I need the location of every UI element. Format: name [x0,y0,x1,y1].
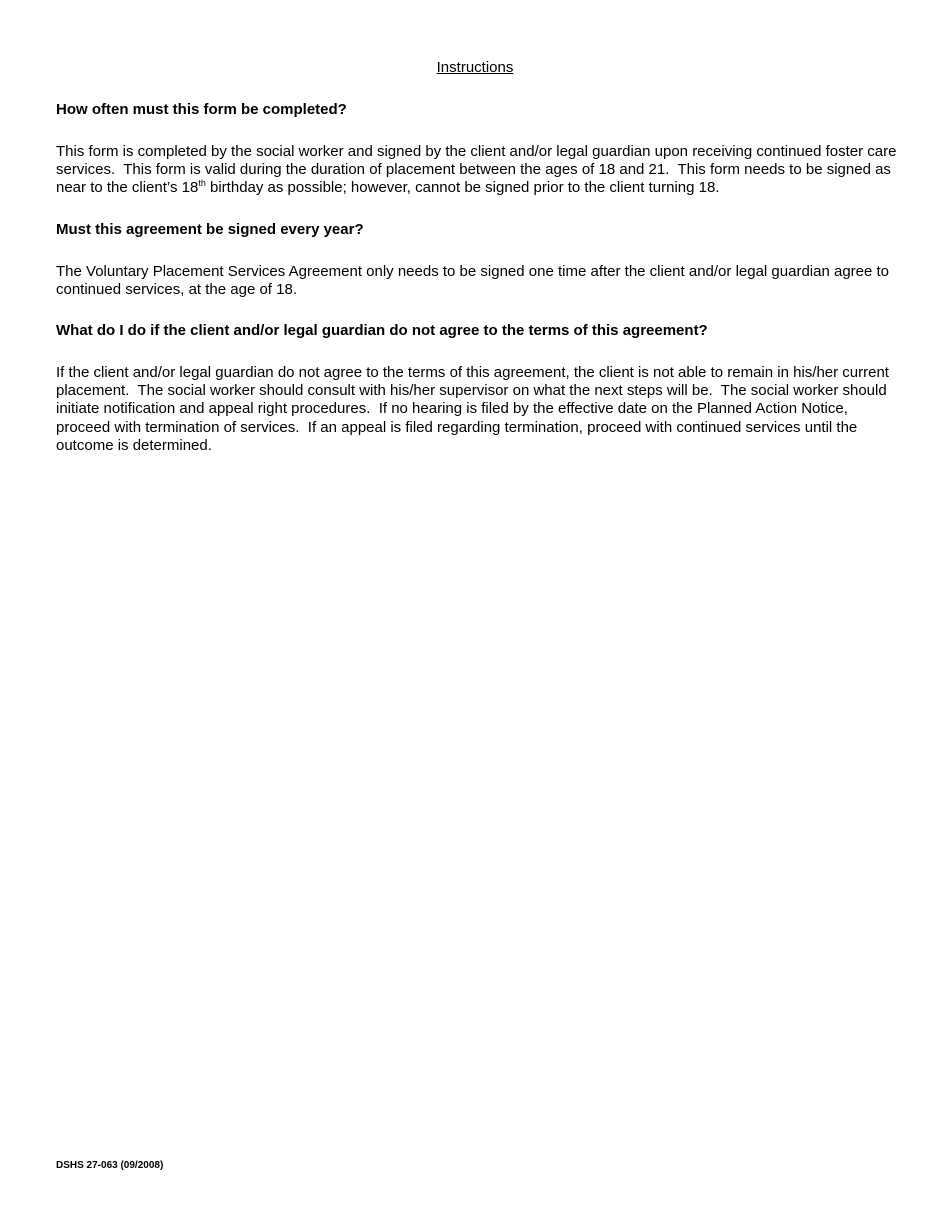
section-heading-yearly: Must this agreement be signed every year? [56,221,364,238]
page-title: Instructions [436,59,514,76]
section-heading-frequency: How often must this form be completed? [56,101,347,118]
section-body-yearly: The Voluntary Placement Services Agreement only needs to be signed one time after the client and/or legal guardian agree to continued services, at the age of 18. [56,263,894,299]
ordinal-suffix: th [198,178,206,189]
form-footer-code: DSHS 27-063 (09/2008) [56,1160,164,1171]
section-body-frequency [56,143,901,198]
section-body-text: This form is completed by the social worker and signed by the client and/or legal guardian upon receiving continued foster care services. This form is valid during the duration of placement between the ages of 18 and 21. This form needs to be signed as near to the client’s 18 [56,143,901,197]
section-heading-disagree: What do I do if the client and/or legal guardian do not agree to the terms of this agreement? [56,322,708,339]
section-body-disagree: If the client and/or legal guardian do not agree to the terms of this agreement, the client is not able to remain in his/her current placement. The social worker should consult with his/her supervisor on what the next steps will be. The social worker should initiate notification and appeal right procedures. If no hearing is filed by the effective date on the Planned Action Notice, proceed with termination of services. If an appeal is filed regarding termination, proceed with continued services until the outcome is determined. [56,364,894,454]
section-body-text: birthday as possible; however, cannot be signed prior to the client turning 18. [205,179,720,197]
